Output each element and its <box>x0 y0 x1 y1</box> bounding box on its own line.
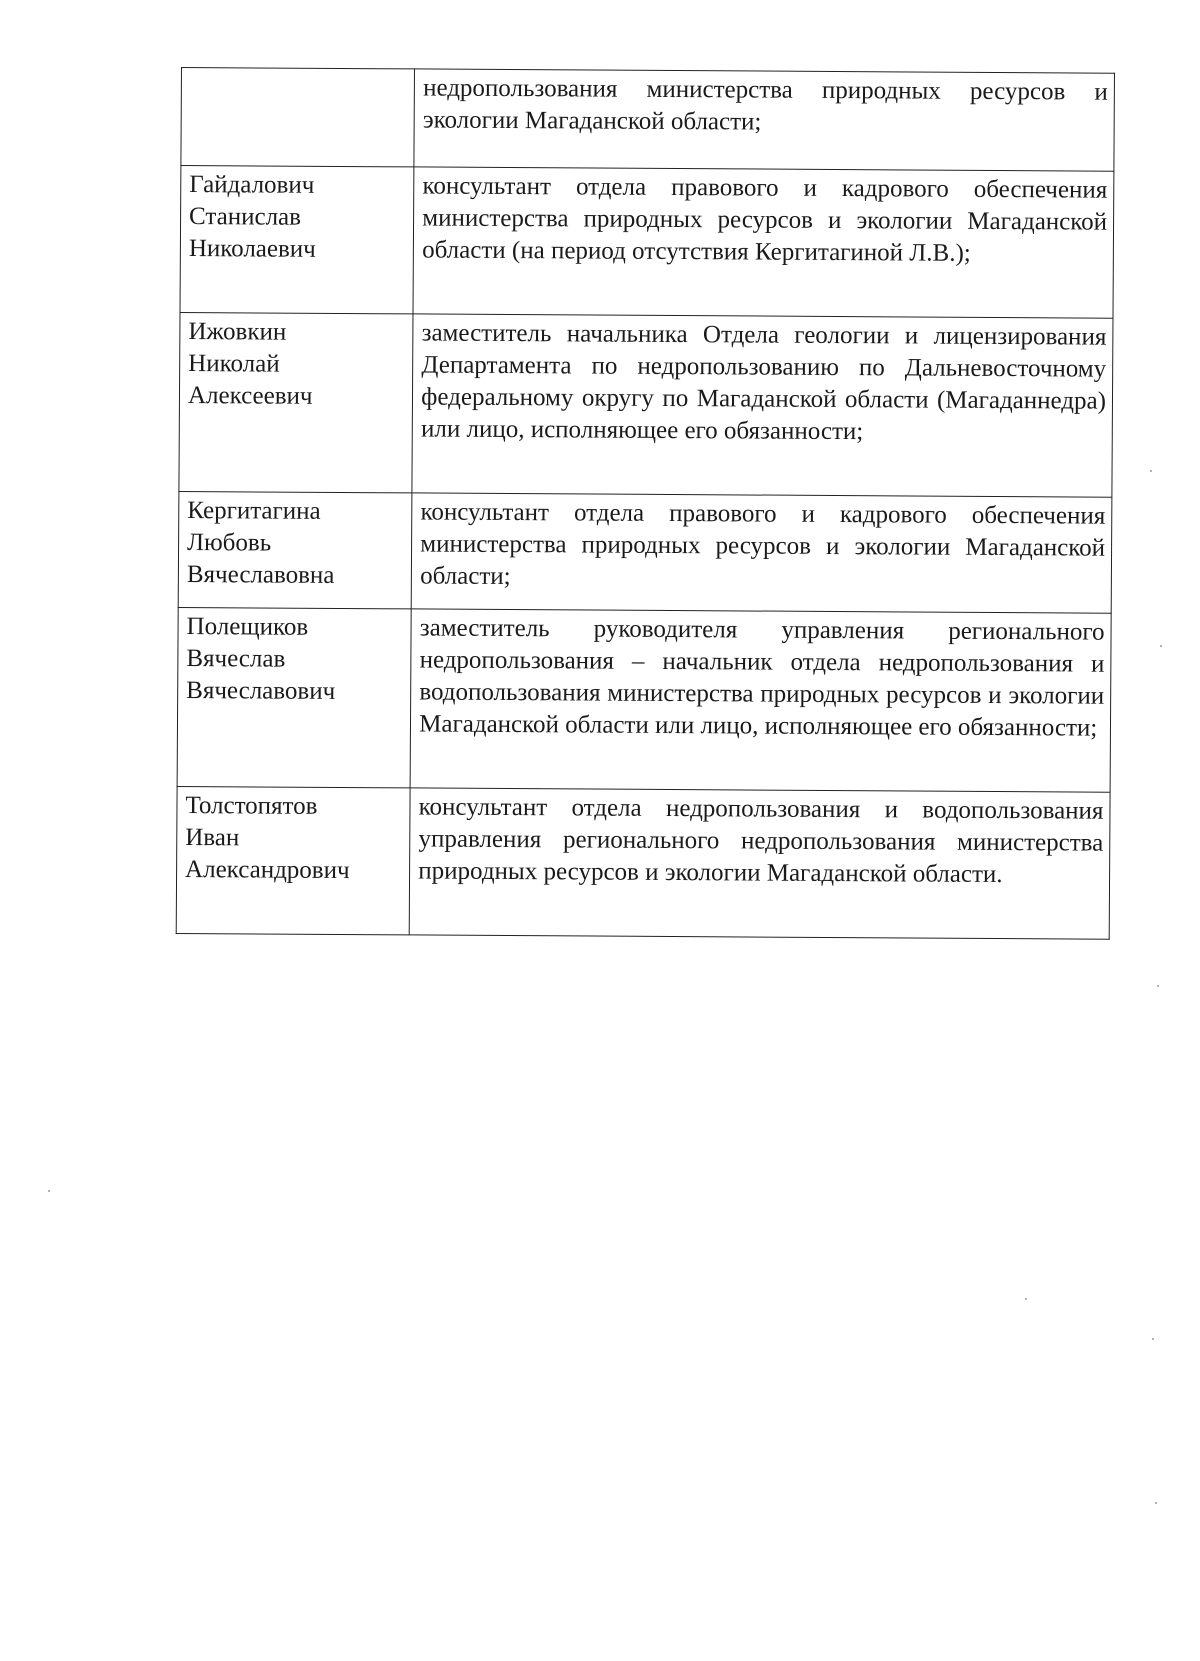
table-row <box>178 491 1112 613</box>
scan-speck <box>1160 645 1162 647</box>
member-position: заместитель начальника Отдела геологии и лицензирования Департамента по недропользованию по Дальневосточному федеральному округу по Магаданской области (Магаданнедра) или лицо, исполняющее его обязанности; <box>412 314 1113 497</box>
member-position: недропользования министерства природных ресурсов и экологии Магаданской области; <box>414 69 1114 171</box>
commission-members-table <box>176 67 1115 940</box>
table-row <box>180 166 1114 319</box>
scan-speck <box>1152 1338 1154 1340</box>
member-name: Кергитагина Любовь Вячеславовна <box>178 491 412 608</box>
member-position: заместитель руководителя управления регионального недропользования – начальник отдела недропользования и водопользования министерства природных ресурсов и экологии Магаданской области или лицо, исполняющее его обязанности; <box>410 609 1111 792</box>
scan-speck <box>1150 470 1152 472</box>
table-row <box>176 786 1110 939</box>
member-name: Полещиков Вячеслав Вячеславович <box>177 607 411 787</box>
member-name: Гайдалович Станислав Николаевич <box>180 166 414 314</box>
scan-speck <box>48 1190 50 1192</box>
scan-speck <box>1157 985 1159 987</box>
scan-speck <box>1025 1298 1027 1300</box>
member-name: Толстопятов Иван Александрович <box>176 786 410 934</box>
scan-speck <box>1155 1502 1157 1504</box>
table-row <box>181 68 1115 172</box>
member-position: консультант отдела правового и кадрового обеспечения министерства природных ресурсов и экологии Магаданской области (на период отсутствия Кергитагиной Л.В.); <box>413 167 1114 318</box>
table-row <box>179 312 1113 497</box>
member-name <box>181 68 415 167</box>
member-position: консультант отдела правового и кадрового обеспечения министерства природных ресурсов и экологии Магаданской области; <box>411 493 1111 613</box>
member-position: консультант отдела недропользования и водопользования управления регионального недропользования министерства природных ресурсов и экологии Магаданской области. <box>409 788 1110 939</box>
table-row <box>177 607 1111 792</box>
member-name: Ижовкин Николай Алексеевич <box>179 312 413 492</box>
